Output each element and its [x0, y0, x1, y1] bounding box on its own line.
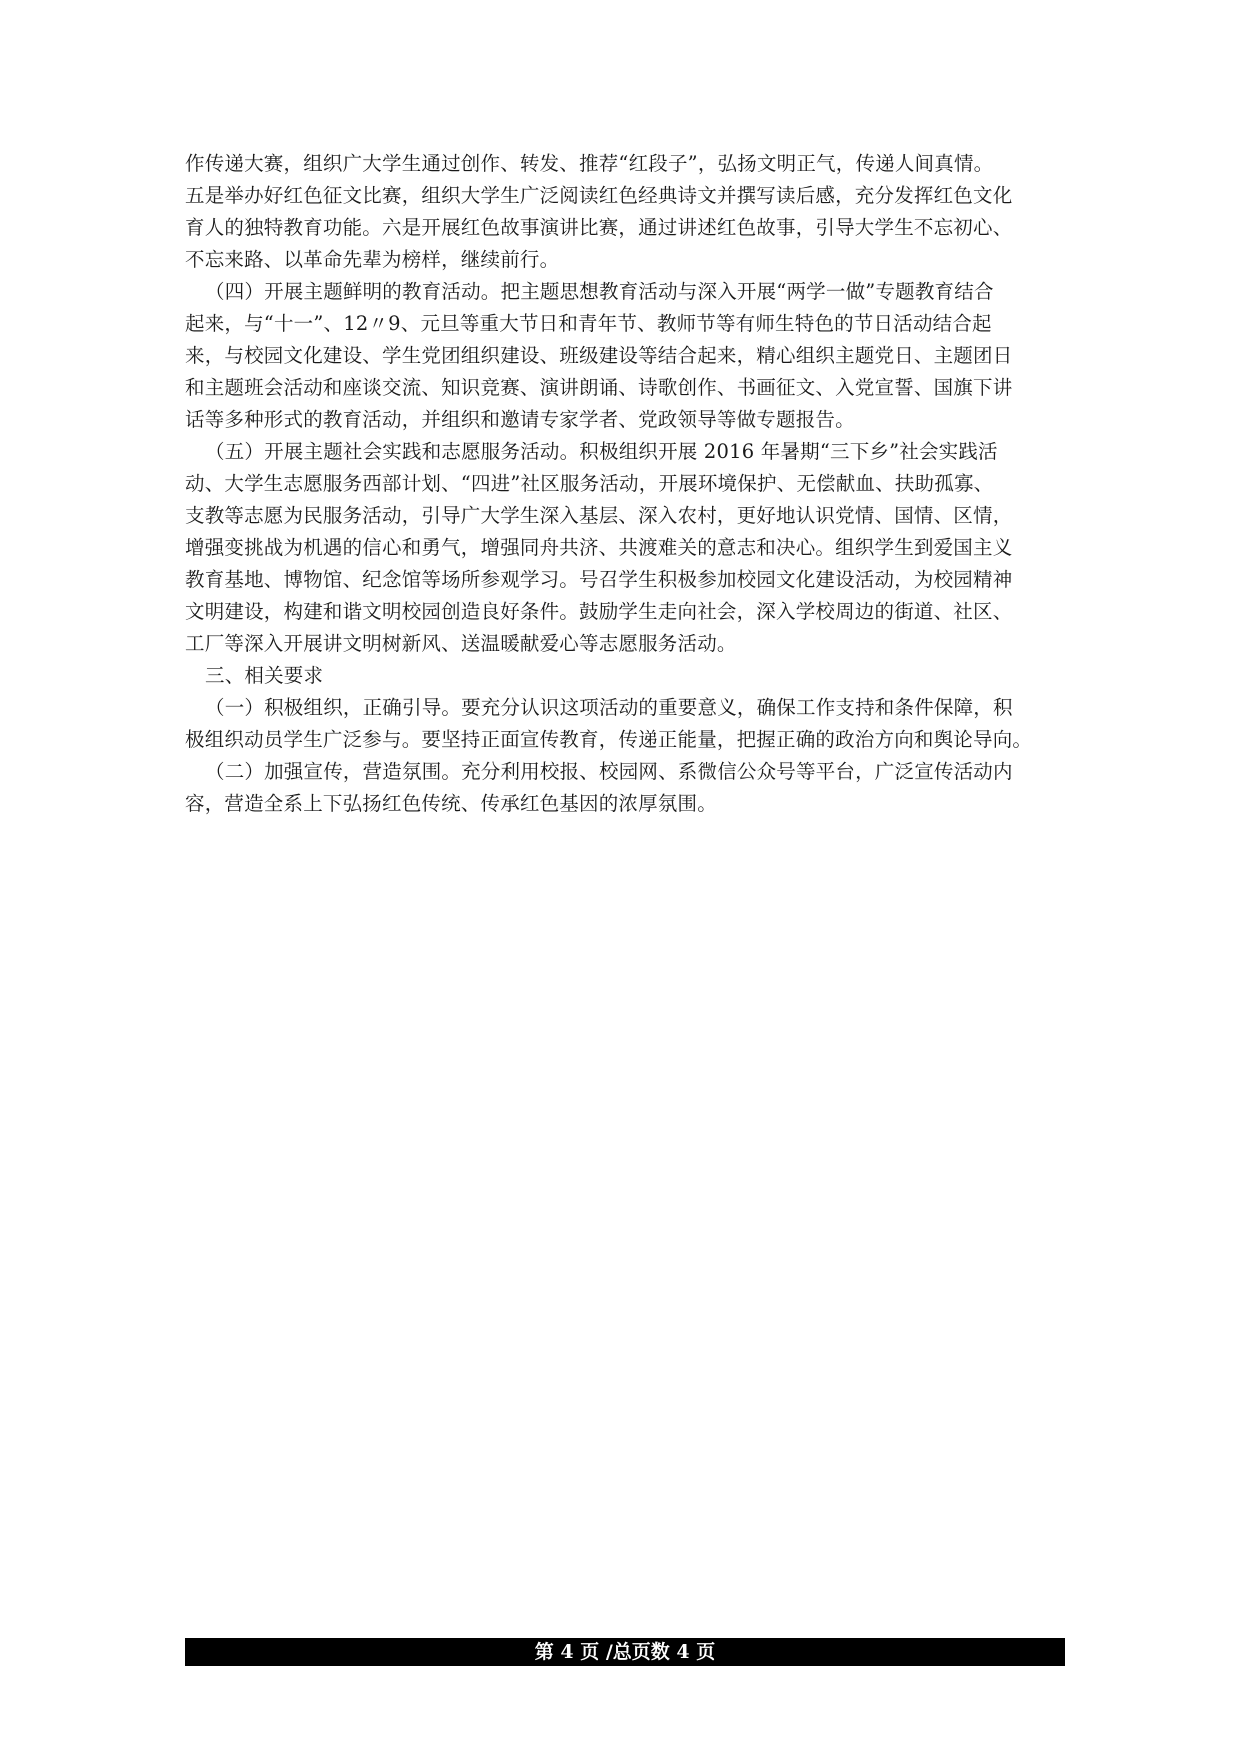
- text-line: 文明建设，构建和谐文明校园创造良好条件。鼓励学生走向社会，深入学校周边的街道、社区、: [185, 600, 1013, 623]
- text-line: （四）开展主题鲜明的教育活动。把主题思想教育活动与深入开展“两学一做”专题教育结合: [205, 280, 994, 303]
- text-line: 三、相关要求: [205, 664, 324, 687]
- text-line: 和主题班会活动和座谈交流、知识竞赛、演讲朗诵、诗歌创作、书画征文、入党宣誓、国旗下讲: [185, 376, 1013, 399]
- text-line: 极组织动员学生广泛参与。要坚持正面宣传教育，传递正能量，把握正确的政治方向和舆论导向。: [185, 728, 1033, 751]
- page-number-text: 第 4 页 /总页数 4 页: [534, 1641, 716, 1663]
- text-line: 育人的独特教育功能。六是开展红色故事演讲比赛，通过讲述红色故事，引导大学生不忘初心、: [185, 216, 1013, 239]
- text-line: 起来，与“十一”、12〃9、元旦等重大节日和青年节、教师节等有师生特色的节日活动结合起: [185, 312, 992, 335]
- text-line: 增强变挑战为机遇的信心和勇气，增强同舟共济、共渡难关的意志和决心。组织学生到爱国主义: [185, 536, 1013, 559]
- text-line: 来，与校园文化建设、学生党团组织建设、班级建设等结合起来，精心组织主题党日、主题团日: [185, 344, 1013, 367]
- text-line: 作传递大赛，组织广大学生通过创作、转发、推荐“红段子”，弘扬文明正气，传递人间真情。: [185, 152, 994, 175]
- text-line: （二）加强宣传，营造氛围。充分利用校报、校园网、系微信公众号等平台，广泛宣传活动内: [205, 760, 1013, 783]
- text-line: 话等多种形式的教育活动，并组织和邀请专家学者、党政领导等做专题报告。: [185, 408, 855, 431]
- text-line: 教育基地、博物馆、纪念馆等场所参观学习。号召学生积极参加校园文化建设活动，为校园精神: [185, 568, 1013, 591]
- text-line: 容，营造全系上下弘扬红色传统、传承红色基因的浓厚氛围。: [185, 792, 717, 815]
- text-line: 动、大学生志愿服务西部计划、“四进”社区服务活动，开展环境保护、无偿献血、扶助孤寡、: [185, 472, 994, 495]
- text-line: 五是举办好红色征文比赛，组织大学生广泛阅读红色经典诗文并撰写读后感，充分发挥红色文化: [185, 184, 1013, 207]
- document-body: [185, 148, 1065, 820]
- page-footer: [185, 1638, 1065, 1666]
- text-line: （五）开展主题社会实践和志愿服务活动。积极组织开展 2016 年暑期“三下乡”社会实践活: [205, 440, 998, 463]
- text-line: 不忘来路、以革命先辈为榜样，继续前行。: [185, 248, 560, 271]
- text-line: 工厂等深入开展讲文明树新风、送温暖献爱心等志愿服务活动。: [185, 632, 737, 655]
- text-line: 支教等志愿为民服务活动，引导广大学生深入基层、深入农村，更好地认识党情、国情、区情，: [185, 504, 1013, 527]
- text-line: （一）积极组织，正确引导。要充分认识这项活动的重要意义，确保工作支持和条件保障，积: [205, 696, 1013, 719]
